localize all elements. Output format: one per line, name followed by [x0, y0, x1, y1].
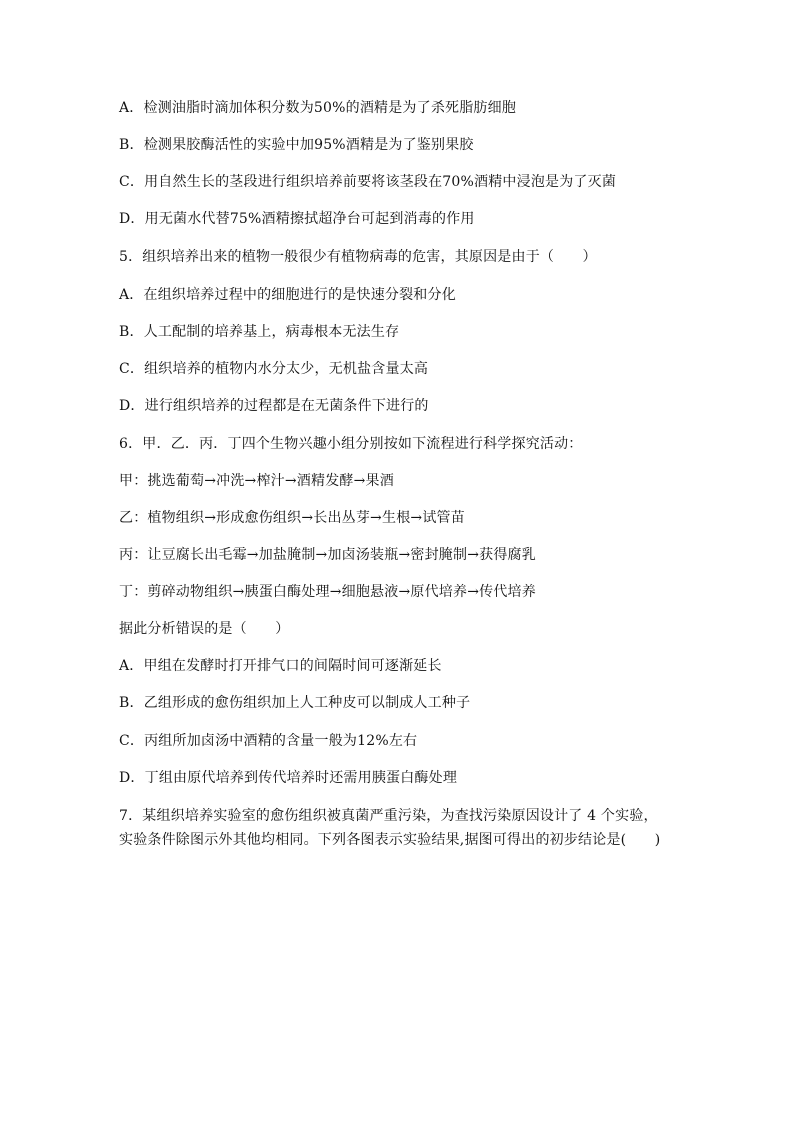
q6-flow-ding: 丁：剪碎动物组织→胰蛋白酶处理→细胞悬液→原代培养→传代培养 — [119, 584, 536, 600]
q5-option-b: B．人工配制的培养基上，病毒根本无法生存 — [119, 324, 400, 340]
q7-stem-line1: 7．某组织培养实验室的愈伤组织被真菌严重污染，为查找污染原因设计了 4 个实验， — [119, 808, 658, 824]
q6-flow-jia: 甲：挑选葡萄→冲洗→榨汁→酒精发酵→果酒 — [119, 473, 394, 489]
q6-stem: 6．甲．乙．丙．丁四个生物兴趣小组分别按如下流程进行科学探究活动： — [119, 436, 583, 452]
q5-stem: 5．组织培养出来的植物一般很少有植物病毒的危害，其原因是由于（ ） — [119, 249, 597, 265]
q6-option-d: D．丁组由原代培养到传代培养时还需用胰蛋白酶处理 — [119, 770, 458, 786]
q4-option-a: A．检测油脂时滴加体积分数为50%的酒精是为了杀死脂肪细胞 — [119, 100, 517, 116]
q7-stem-line2: 实验条件除图示外其他均相同。下列各图表示实验结果,据图可得出的初步结论是( ) — [119, 832, 661, 848]
q5-option-d: D．进行组织培养的过程都是在无菌条件下进行的 — [119, 398, 429, 414]
q6-option-c: C．丙组所加卤汤中酒精的含量一般为12%左右 — [119, 733, 418, 749]
q6-flow-yi: 乙：植物组织→形成愈伤组织→长出丛芽→生根→试管苗 — [119, 510, 465, 526]
q5-option-c: C．组织培养的植物内水分太少，无机盐含量太高 — [119, 361, 429, 377]
q4-option-c: C．用自然生长的茎段进行组织培养前要将该茎段在70%酒精中浸泡是为了灭菌 — [119, 174, 617, 190]
q4-option-b: B．检测果胶酶活性的实验中加95%酒精是为了鉴别果胶 — [119, 137, 474, 153]
q6-option-b: B．乙组形成的愈伤组织加上人工种皮可以制成人工种子 — [119, 695, 471, 711]
q6-flow-bing: 丙：让豆腐长出毛霉→加盐腌制→加卤汤装瓶→密封腌制→获得腐乳 — [119, 547, 536, 563]
q5-option-a: A．在组织培养过程中的细胞进行的是快速分裂和分化 — [119, 287, 456, 303]
q6-option-a: A．甲组在发酵时打开排气口的间隔时间可逐渐延长 — [119, 658, 442, 674]
q6-question: 据此分析错误的是（ ） — [119, 621, 290, 637]
q4-option-d: D．用无菌水代替75%酒精擦拭超净台可起到消毒的作用 — [119, 211, 475, 227]
